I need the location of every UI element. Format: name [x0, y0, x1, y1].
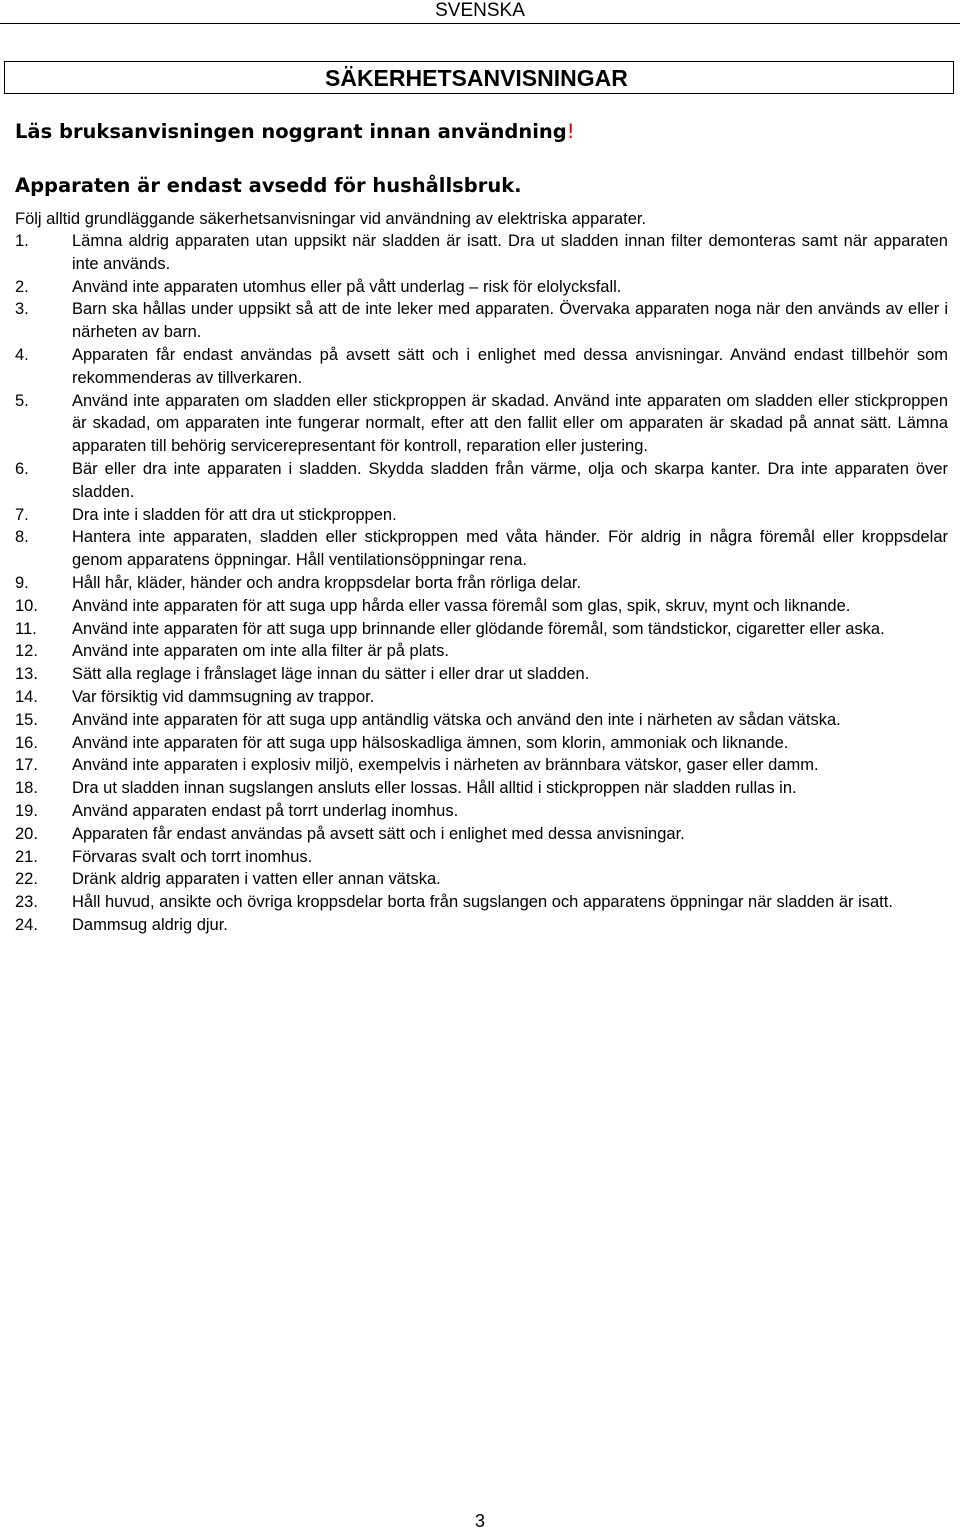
rule-text: Bär eller dra inte apparaten i sladden. Skydda sladden från värme, olja och skarpa kanter. Dra inte apparaten över sladden.: [72, 459, 948, 501]
rule-number: 15.: [15, 710, 38, 729]
page-title: SÄKERHETSANVISNINGAR: [325, 65, 628, 91]
rule-text: Dränk aldrig apparaten i vatten eller annan vätska.: [72, 870, 441, 889]
safety-rule-item: [15, 298, 948, 344]
safety-rule-item: [15, 458, 948, 504]
safety-rule-item: [15, 709, 948, 732]
rule-text: Dra ut sladden innan sugslangen ansluts eller lossas. Håll alltid i stickproppen när sladden rullas in.: [72, 779, 797, 798]
read-manual-heading: [15, 119, 575, 145]
rule-text: Använd apparaten endast på torrt underlag inomhus.: [72, 801, 459, 820]
header-divider: [0, 23, 960, 24]
safety-rule-item: [15, 686, 948, 709]
rule-number: 9.: [15, 573, 29, 592]
safety-rule-item: [15, 595, 948, 618]
safety-rule-item: [15, 572, 948, 595]
rule-text: Använd inte apparaten utomhus eller på vått underlag – risk för elolycksfall.: [72, 277, 622, 296]
rule-text: Dra inte i sladden för att dra ut stickproppen.: [72, 505, 397, 524]
rule-text: Använd inte apparaten i explosiv miljö, exempelvis i närheten av brännbara vätskor, gaser eller damm.: [72, 756, 819, 775]
safety-rule-item: [15, 754, 948, 777]
rule-number: 8.: [15, 528, 29, 547]
rule-number: 21.: [15, 847, 38, 866]
rule-text: Använd inte apparaten om sladden eller stickproppen är skadad. Använd inte apparaten om sladden eller stickproppen är skadad, om apparaten inte fungerar normalt, efter att den fallit eller om apparaten är skadad på annat sätt. Lämna apparaten till behörig servicerepresentant för kontroll, reparation eller justering.: [72, 391, 948, 456]
rule-number: 10.: [15, 596, 38, 615]
rule-number: 11.: [15, 619, 37, 638]
rule-number: 7.: [15, 505, 29, 524]
rule-number: 2.: [15, 277, 29, 296]
rule-number: 18.: [15, 779, 38, 798]
rule-text: Dammsug aldrig djur.: [72, 915, 228, 934]
rule-text: Var försiktig vid dammsugning av trappor.: [72, 687, 375, 706]
safety-rule-item: [15, 344, 948, 390]
safety-rules-list: [15, 230, 948, 937]
safety-rule-item: [15, 504, 948, 527]
rule-number: 24.: [15, 915, 38, 934]
rule-number: 20.: [15, 824, 38, 843]
rule-text: Använd inte apparaten för att suga upp brinnande eller glödande föremål, som tändstickor, cigaretter eller aska.: [72, 619, 885, 638]
household-use-heading: Apparaten är endast avsedd för hushållsbruk.: [15, 174, 522, 197]
safety-rule-item: [15, 846, 948, 869]
rule-text: Barn ska hållas under uppsikt så att de inte leker med apparaten. Övervaka apparaten noga när den används av eller i närheten av barn.: [72, 300, 948, 342]
rule-number: 3.: [15, 300, 29, 319]
safety-rule-item: [15, 618, 948, 641]
rule-text: Håll hår, kläder, händer och andra kroppsdelar borta från rörliga delar.: [72, 573, 582, 592]
rule-number: 16.: [15, 733, 38, 752]
rule-text: Lämna aldrig apparaten utan uppsikt när sladden är isatt. Dra ut sladden innan filter demonteras samt när apparaten inte används.: [72, 232, 948, 273]
rule-number: 6.: [15, 459, 29, 478]
safety-rule-item: [15, 891, 948, 914]
rule-number: 22.: [15, 870, 38, 889]
rule-text: Använd inte apparaten för att suga upp hårda eller vassa föremål som glas, spik, skruv, mynt och liknande.: [72, 596, 851, 615]
read-manual-text: Läs bruksanvisningen noggrant innan användning: [15, 120, 567, 143]
rule-text: Förvaras svalt och torrt inomhus.: [72, 847, 313, 866]
general-safety-intro: Följ alltid grundläggande säkerhetsanvisningar vid användning av elektriska apparater.: [15, 210, 647, 228]
rule-text: Håll huvud, ansikte och övriga kroppsdelar borta från sugslangen och apparatens öppningar när sladden är isatt.: [72, 893, 893, 912]
header-language: SVENSKA: [435, 0, 525, 21]
rule-number: 12.: [15, 642, 38, 661]
rule-number: 1.: [15, 232, 29, 250]
rule-text: Sätt alla reglage i frånslaget läge innan du sätter i eller drar ut sladden.: [72, 665, 590, 684]
safety-rule-item: [15, 732, 948, 755]
rule-text: Apparaten får endast användas på avsett sätt och i enlighet med dessa anvisningar.: [72, 824, 685, 843]
rule-text: Använd inte apparaten för att suga upp hälsoskadliga ämnen, som klorin, ammoniak och liknande.: [72, 733, 789, 752]
title-box: [4, 61, 954, 94]
rule-number: 17.: [15, 756, 38, 775]
safety-rule-item: [15, 777, 948, 800]
safety-rule-item: [15, 390, 948, 458]
safety-rule-item: [15, 526, 948, 572]
safety-rule-item: [15, 640, 948, 663]
rule-text: Hantera inte apparaten, sladden eller stickproppen med våta händer. För aldrig in några föremål eller kroppsdelar genom apparatens öppningar. Håll ventilationsöppningar rena.: [72, 528, 948, 570]
rule-text: Använd inte apparaten om inte alla filter är på plats.: [72, 642, 449, 661]
safety-rule-item: [15, 800, 948, 823]
safety-rule-item: [15, 823, 948, 846]
rule-text: Apparaten får endast användas på avsett sätt och i enlighet med dessa anvisningar. Använd endast tillbehör som rekommenderas av tillverkaren.: [72, 345, 948, 387]
rule-number: 4.: [15, 345, 29, 364]
safety-rule-item: [15, 914, 948, 937]
rule-number: 5.: [15, 391, 29, 410]
safety-rule-item: [15, 230, 948, 276]
rule-text: Använd inte apparaten för att suga upp antändlig vätska och använd den inte i närheten av sådan vätska.: [72, 710, 841, 729]
rule-number: 14.: [15, 687, 38, 706]
page-number: 3: [474, 1511, 485, 1531]
safety-rule-item: [15, 276, 948, 299]
read-manual-exclamation: !: [566, 120, 575, 143]
rule-number: 23.: [15, 893, 38, 912]
safety-rule-item: [15, 663, 948, 686]
rule-number: 19.: [15, 801, 38, 820]
rule-number: 13.: [15, 665, 38, 684]
safety-rule-item: [15, 868, 948, 891]
